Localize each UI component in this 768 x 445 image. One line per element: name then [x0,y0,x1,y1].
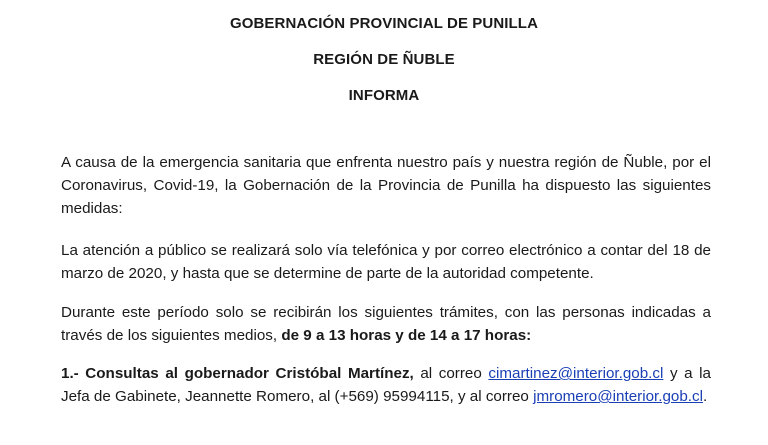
email-link-cimartinez[interactable]: cimartinez@interior.gob.cl [488,365,664,382]
paragraph-intro: A causa de la emergencia sanitaria que enfrenta nuestro país y nuestra región de Ñuble, por el Coronavirus, Covid-19, la Gobernación de la Provincia de Punilla ha dispuesto las siguientes medidas: [61,154,711,217]
item-1-text-b: y a la Jefa de Gabinete, Jeannette Romero, al (+569) 95994115, y al correo [61,365,711,405]
paragraph-attention: La atención a público se realizará solo vía telefónica y por correo electrónico a contar del 18 de marzo de 2020, y hasta que se determine de parte de la autoridad competente. [61,242,711,282]
item-1-heading: 1.- Consultas al gobernador Cristóbal Martínez, [61,365,414,382]
paragraph-item-1 [61,362,711,408]
header-region-title: REGIÓN DE ÑUBLE [313,51,455,68]
email-link-jmromero[interactable]: jmromero@interior.gob.cl [533,388,703,405]
header-office-title: GOBERNACIÓN PROVINCIAL DE PUNILLA [229,15,539,32]
paragraph-schedule [61,301,711,347]
item-1-text-c: . [703,388,708,405]
schedule-hours: de 9 a 13 horas y de 14 a 17 horas: [281,327,532,344]
schedule-text: Durante este período solo se recibirán los siguientes trámites, con las personas indicadas a través de los siguientes medios, [61,304,711,344]
header-informa-title: INFORMA [348,87,420,104]
item-1-text-a: al correo [413,365,489,382]
